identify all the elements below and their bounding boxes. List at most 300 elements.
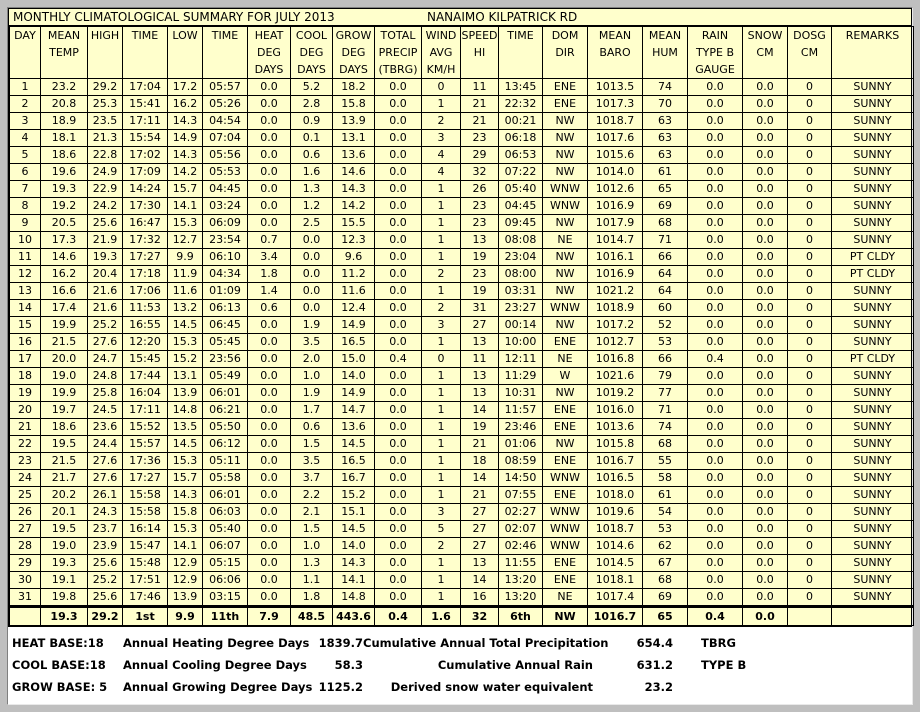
- cell-wind-speed-hi: 13: [461, 385, 499, 402]
- cell-cool-deg-days: 48.5: [291, 607, 333, 626]
- cell-high-time: 17:04: [123, 79, 168, 96]
- cell-low-time: 07:04: [203, 130, 248, 147]
- cell-low: 14.8: [168, 402, 203, 419]
- cell-remarks: SUNNY: [832, 317, 914, 334]
- table-row: [10, 198, 914, 215]
- cell-dom-dir: W: [543, 368, 588, 385]
- footer-base-label: COOL BASE:18: [12, 658, 106, 672]
- table-row: [10, 521, 914, 538]
- cell-high: 23.6: [88, 419, 123, 436]
- cell-dom-dir: ENE: [543, 572, 588, 589]
- cell-grow-deg-days: 13.9: [333, 113, 375, 130]
- footer-row: [8, 676, 808, 698]
- cell-day: 24: [10, 470, 41, 487]
- cell-low: 15.8: [168, 504, 203, 521]
- cell-snow-cm: 0.0: [743, 538, 788, 555]
- cell-grow-deg-days: 15.1: [333, 504, 375, 521]
- report-title: MONTHLY CLIMATOLOGICAL SUMMARY FOR JULY 2013: [13, 10, 335, 24]
- cell-mean-temp: 19.5: [41, 521, 88, 538]
- cell-heat-deg-days: 0.0: [248, 589, 291, 607]
- cell-dom-dir: NW: [543, 147, 588, 164]
- cell-rain-type-b: 0.0: [688, 504, 743, 521]
- cell-wind-speed-hi: 19: [461, 249, 499, 266]
- cell-low-time: 01:09: [203, 283, 248, 300]
- cell-remarks: SUNNY: [832, 402, 914, 419]
- cell-grow-deg-days: 11.6: [333, 283, 375, 300]
- cell-total-precip: 0.0: [375, 504, 422, 521]
- cell-heat-deg-days: 1.8: [248, 266, 291, 283]
- cell-high-time: 15:58: [123, 487, 168, 504]
- cell-low-time: 06:21: [203, 402, 248, 419]
- cell-mean-hum: 63: [643, 113, 688, 130]
- cell-grow-deg-days: 14.7: [333, 402, 375, 419]
- cell-day: 20: [10, 402, 41, 419]
- cell-dosg-cm: 0: [788, 487, 832, 504]
- cell-dom-dir: ENE: [543, 402, 588, 419]
- cell-dom-dir: WNW: [543, 521, 588, 538]
- cell-day: 18: [10, 368, 41, 385]
- cell-snow-cm: 0.0: [743, 266, 788, 283]
- cell-wind-avg: 1: [422, 487, 461, 504]
- cell-mean-hum: 53: [643, 334, 688, 351]
- cell-heat-deg-days: 3.4: [248, 249, 291, 266]
- cell-mean-baro: 1014.6: [588, 538, 643, 555]
- cell-grow-deg-days: 14.1: [333, 572, 375, 589]
- cell-total-precip: 0.0: [375, 368, 422, 385]
- cell-cool-deg-days: 0.0: [291, 249, 333, 266]
- cell-high-time: 15:58: [123, 504, 168, 521]
- cell-cool-deg-days: 1.0: [291, 538, 333, 555]
- table-row: [10, 317, 914, 334]
- cell-mean-temp: 16.2: [41, 266, 88, 283]
- cell-dom-dir: ENE: [543, 419, 588, 436]
- cell-mean-temp: 20.1: [41, 504, 88, 521]
- cell-wind-avg: 2: [422, 538, 461, 555]
- cell-wind-time: 13:20: [499, 572, 543, 589]
- cell-rain-type-b: 0.0: [688, 521, 743, 538]
- cell-cool-deg-days: 1.9: [291, 385, 333, 402]
- cell-snow-cm: 0.0: [743, 181, 788, 198]
- cell-snow-cm: 0.0: [743, 96, 788, 113]
- cell-low: 12.7: [168, 232, 203, 249]
- cell-day: 27: [10, 521, 41, 538]
- cell-wind-avg: 1.6: [422, 607, 461, 626]
- cell-wind-speed-hi: 27: [461, 538, 499, 555]
- cell-mean-temp: 14.6: [41, 249, 88, 266]
- cell-heat-deg-days: 0.0: [248, 385, 291, 402]
- cell-rain-type-b: 0.0: [688, 181, 743, 198]
- cell-wind-speed-hi: 19: [461, 419, 499, 436]
- cell-heat-deg-days: 0.0: [248, 487, 291, 504]
- cell-mean-hum: 68: [643, 572, 688, 589]
- cell-snow-cm: 0.0: [743, 504, 788, 521]
- cell-grow-deg-days: 16.7: [333, 470, 375, 487]
- table-row: [10, 385, 914, 402]
- cell-low-time: 03:24: [203, 198, 248, 215]
- cell-day: 2: [10, 96, 41, 113]
- cell-mean-temp: 18.6: [41, 147, 88, 164]
- cell-rain-type-b: 0.0: [688, 130, 743, 147]
- summary-row: [10, 607, 914, 626]
- cell-cool-deg-days: 2.5: [291, 215, 333, 232]
- cell-dom-dir: NW: [543, 607, 588, 626]
- cell-total-precip: 0.0: [375, 334, 422, 351]
- footer-cumulative-label: Cumulative Annual Rain: [437, 658, 593, 672]
- col-header-dom-dir: DOM DIR: [543, 27, 588, 79]
- cell-remarks: SUNNY: [832, 164, 914, 181]
- cell-snow-cm: 0.0: [743, 589, 788, 607]
- cell-cool-deg-days: 0.1: [291, 130, 333, 147]
- cell-wind-time: 03:31: [499, 283, 543, 300]
- cell-wind-avg: 1: [422, 555, 461, 572]
- cell-wind-time: 00:14: [499, 317, 543, 334]
- cell-wind-avg: 1: [422, 198, 461, 215]
- cell-wind-time: 11:55: [499, 555, 543, 572]
- cell-total-precip: 0.0: [375, 402, 422, 419]
- cell-mean-hum: 68: [643, 436, 688, 453]
- cell-high: 24.2: [88, 198, 123, 215]
- col-header-remarks: REMARKS: [832, 27, 914, 79]
- cell-dosg-cm: 0: [788, 198, 832, 215]
- cell-heat-deg-days: 0.0: [248, 317, 291, 334]
- cell-heat-deg-days: 0.0: [248, 181, 291, 198]
- cell-dosg-cm: [788, 607, 832, 626]
- cell-snow-cm: 0.0: [743, 334, 788, 351]
- col-header-grow-deg-days: GROW DEG DAYS: [333, 27, 375, 79]
- cell-low: 15.7: [168, 181, 203, 198]
- cell-wind-speed-hi: 27: [461, 521, 499, 538]
- cell-heat-deg-days: 0.0: [248, 96, 291, 113]
- cell-wind-speed-hi: 18: [461, 453, 499, 470]
- cell-low-time: 04:45: [203, 181, 248, 198]
- cell-remarks: SUNNY: [832, 334, 914, 351]
- cell-dosg-cm: 0: [788, 266, 832, 283]
- cell-day: 16: [10, 334, 41, 351]
- cell-total-precip: 0.0: [375, 436, 422, 453]
- cell-total-precip: 0.0: [375, 96, 422, 113]
- cell-cool-deg-days: 2.0: [291, 351, 333, 368]
- table-row: [10, 538, 914, 555]
- cell-dom-dir: NW: [543, 215, 588, 232]
- cell-mean-baro: 1018.0: [588, 487, 643, 504]
- cell-day: 26: [10, 504, 41, 521]
- cell-mean-baro: 1015.8: [588, 436, 643, 453]
- cell-cool-deg-days: 0.0: [291, 300, 333, 317]
- cell-day: 10: [10, 232, 41, 249]
- cell-dom-dir: NW: [543, 283, 588, 300]
- cell-rain-type-b: 0.0: [688, 487, 743, 504]
- cell-mean-temp: 21.5: [41, 334, 88, 351]
- cell-high-time: 17:44: [123, 368, 168, 385]
- table-row: [10, 368, 914, 385]
- cell-day: 15: [10, 317, 41, 334]
- cell-high: 24.7: [88, 351, 123, 368]
- cell-low-time: 06:07: [203, 538, 248, 555]
- cell-low-time: 06:45: [203, 317, 248, 334]
- cell-heat-deg-days: 0.0: [248, 572, 291, 589]
- cell-day: 23: [10, 453, 41, 470]
- cell-mean-hum: 64: [643, 266, 688, 283]
- cell-wind-time: 23:27: [499, 300, 543, 317]
- col-header-mean-hum: MEAN HUM: [643, 27, 688, 79]
- cell-wind-avg: 4: [422, 147, 461, 164]
- cell-day: 6: [10, 164, 41, 181]
- footer-cumulative-value: 23.2: [644, 680, 673, 694]
- cell-mean-baro: 1019.2: [588, 385, 643, 402]
- cell-snow-cm: 0.0: [743, 283, 788, 300]
- cell-cool-deg-days: 1.5: [291, 521, 333, 538]
- cell-high-time: 17:46: [123, 589, 168, 607]
- cell-mean-baro: 1016.9: [588, 266, 643, 283]
- cell-wind-time: 08:08: [499, 232, 543, 249]
- cell-wind-time: 06:53: [499, 147, 543, 164]
- cell-mean-baro: 1017.6: [588, 130, 643, 147]
- cell-rain-type-b: 0.0: [688, 96, 743, 113]
- cell-grow-deg-days: 16.5: [333, 334, 375, 351]
- cell-mean-temp: 21.7: [41, 470, 88, 487]
- cell-low: 16.2: [168, 96, 203, 113]
- cell-high: 19.3: [88, 249, 123, 266]
- cell-wind-time: 23:04: [499, 249, 543, 266]
- cell-mean-temp: 18.9: [41, 113, 88, 130]
- cell-day: 28: [10, 538, 41, 555]
- cell-heat-deg-days: 0.6: [248, 300, 291, 317]
- cell-wind-speed-hi: 27: [461, 317, 499, 334]
- cell-remarks: PT CLDY: [832, 249, 914, 266]
- footer-gauge-note: TYPE B: [701, 658, 747, 672]
- cell-dosg-cm: 0: [788, 317, 832, 334]
- cell-wind-speed-hi: 21: [461, 113, 499, 130]
- cell-mean-temp: 19.3: [41, 555, 88, 572]
- cell-remarks: [832, 607, 914, 626]
- cell-mean-temp: 19.3: [41, 181, 88, 198]
- cell-wind-time: 07:55: [499, 487, 543, 504]
- header-row: [10, 27, 914, 79]
- cell-remarks: SUNNY: [832, 79, 914, 96]
- cell-dom-dir: WNW: [543, 300, 588, 317]
- cell-rain-type-b: 0.0: [688, 368, 743, 385]
- cell-cool-deg-days: 1.6: [291, 164, 333, 181]
- cell-grow-deg-days: 9.6: [333, 249, 375, 266]
- cell-wind-avg: 0: [422, 79, 461, 96]
- cell-mean-temp: 19.5: [41, 436, 88, 453]
- cell-wind-speed-hi: 14: [461, 572, 499, 589]
- cell-mean-temp: 19.0: [41, 368, 88, 385]
- cell-mean-hum: 62: [643, 538, 688, 555]
- table-row: [10, 232, 914, 249]
- cell-remarks: SUNNY: [832, 385, 914, 402]
- cell-dosg-cm: 0: [788, 79, 832, 96]
- cell-dom-dir: NE: [543, 589, 588, 607]
- cell-mean-baro: 1016.7: [588, 607, 643, 626]
- cell-low: 17.2: [168, 79, 203, 96]
- cell-snow-cm: 0.0: [743, 368, 788, 385]
- cell-mean-baro: 1018.7: [588, 521, 643, 538]
- cell-mean-baro: 1012.6: [588, 181, 643, 198]
- cell-dom-dir: NW: [543, 249, 588, 266]
- report-window: [7, 7, 913, 705]
- cell-mean-hum: 58: [643, 470, 688, 487]
- cell-low-time: 06:06: [203, 572, 248, 589]
- cell-mean-baro: 1018.1: [588, 572, 643, 589]
- cell-total-precip: 0.0: [375, 147, 422, 164]
- cell-low-time: 06:10: [203, 249, 248, 266]
- cell-low: 12.9: [168, 572, 203, 589]
- footer-row: [8, 654, 808, 676]
- cell-heat-deg-days: 0.0: [248, 419, 291, 436]
- cell-total-precip: 0.0: [375, 521, 422, 538]
- cell-high: 25.8: [88, 385, 123, 402]
- cell-day: 5: [10, 147, 41, 164]
- cell-dosg-cm: 0: [788, 436, 832, 453]
- col-header-mean-temp: MEAN TEMP: [41, 27, 88, 79]
- cell-grow-deg-days: 14.9: [333, 385, 375, 402]
- cell-high-time: 15:54: [123, 130, 168, 147]
- table-row: [10, 572, 914, 589]
- cell-high: 27.6: [88, 470, 123, 487]
- cell-wind-speed-hi: 31: [461, 300, 499, 317]
- cell-high-time: 12:20: [123, 334, 168, 351]
- cell-remarks: PT CLDY: [832, 351, 914, 368]
- cell-cool-deg-days: 0.6: [291, 419, 333, 436]
- cell-dom-dir: NW: [543, 130, 588, 147]
- cell-low: 14.3: [168, 113, 203, 130]
- cell-high: 21.6: [88, 283, 123, 300]
- cell-high-time: 17:36: [123, 453, 168, 470]
- cell-high: 21.6: [88, 300, 123, 317]
- cell-mean-hum: 53: [643, 521, 688, 538]
- cell-mean-hum: 77: [643, 385, 688, 402]
- cell-grow-deg-days: 11.2: [333, 266, 375, 283]
- cell-low-time: 05:15: [203, 555, 248, 572]
- cell-snow-cm: 0.0: [743, 351, 788, 368]
- cell-remarks: SUNNY: [832, 215, 914, 232]
- cell-day: 29: [10, 555, 41, 572]
- cell-mean-temp: 18.1: [41, 130, 88, 147]
- cell-mean-hum: 71: [643, 232, 688, 249]
- cell-grow-deg-days: 13.1: [333, 130, 375, 147]
- table-row: [10, 300, 914, 317]
- cell-dom-dir: ENE: [543, 334, 588, 351]
- cell-high: 24.3: [88, 504, 123, 521]
- cell-rain-type-b: 0.0: [688, 555, 743, 572]
- cell-heat-deg-days: 0.0: [248, 538, 291, 555]
- cell-mean-hum: 71: [643, 402, 688, 419]
- cell-dosg-cm: 0: [788, 215, 832, 232]
- table-row: [10, 130, 914, 147]
- cell-rain-type-b: 0.0: [688, 470, 743, 487]
- cell-mean-baro: 1016.8: [588, 351, 643, 368]
- cell-snow-cm: 0.0: [743, 487, 788, 504]
- cell-low-time: 05:40: [203, 521, 248, 538]
- cell-remarks: SUNNY: [832, 283, 914, 300]
- cell-total-precip: 0.0: [375, 164, 422, 181]
- col-header-low: LOW: [168, 27, 203, 79]
- cell-dosg-cm: 0: [788, 470, 832, 487]
- cell-mean-hum: 54: [643, 504, 688, 521]
- cell-total-precip: 0.0: [375, 300, 422, 317]
- table-row: [10, 249, 914, 266]
- cell-day: 7: [10, 181, 41, 198]
- cell-rain-type-b: 0.0: [688, 147, 743, 164]
- cell-high: 22.8: [88, 147, 123, 164]
- cell-cool-deg-days: 0.9: [291, 113, 333, 130]
- cell-high: 27.6: [88, 334, 123, 351]
- cell-cool-deg-days: 1.8: [291, 589, 333, 607]
- cell-grow-deg-days: 14.6: [333, 164, 375, 181]
- cell-mean-temp: 18.6: [41, 419, 88, 436]
- cell-snow-cm: 0.0: [743, 402, 788, 419]
- cell-wind-avg: 4: [422, 164, 461, 181]
- cell-total-precip: 0.0: [375, 453, 422, 470]
- cell-snow-cm: 0.0: [743, 113, 788, 130]
- cell-rain-type-b: 0.4: [688, 607, 743, 626]
- cell-heat-deg-days: 0.0: [248, 198, 291, 215]
- cell-remarks: SUNNY: [832, 572, 914, 589]
- cell-heat-deg-days: 0.0: [248, 470, 291, 487]
- cell-wind-time: 14:50: [499, 470, 543, 487]
- cell-dosg-cm: 0: [788, 419, 832, 436]
- cell-wind-time: 07:22: [499, 164, 543, 181]
- cell-mean-hum: 66: [643, 351, 688, 368]
- cell-remarks: SUNNY: [832, 130, 914, 147]
- cell-grow-deg-days: 14.5: [333, 436, 375, 453]
- cell-mean-hum: 65: [643, 181, 688, 198]
- cell-dosg-cm: 0: [788, 453, 832, 470]
- cell-low: 11.9: [168, 266, 203, 283]
- cell-remarks: SUNNY: [832, 368, 914, 385]
- footer-annual-label: Annual Growing Degree Days: [123, 680, 313, 694]
- cell-remarks: SUNNY: [832, 147, 914, 164]
- cell-wind-speed-hi: 32: [461, 164, 499, 181]
- cell-heat-deg-days: 0.0: [248, 368, 291, 385]
- cell-wind-speed-hi: 29: [461, 147, 499, 164]
- cell-low-time: 11th: [203, 607, 248, 626]
- cell-remarks: SUNNY: [832, 521, 914, 538]
- cell-dom-dir: ENE: [543, 96, 588, 113]
- cell-total-precip: 0.0: [375, 572, 422, 589]
- cell-dom-dir: NW: [543, 266, 588, 283]
- cell-mean-hum: 69: [643, 589, 688, 607]
- cell-wind-avg: 1: [422, 215, 461, 232]
- cell-low: 13.9: [168, 385, 203, 402]
- cell-mean-temp: 16.6: [41, 283, 88, 300]
- cell-dosg-cm: 0: [788, 402, 832, 419]
- table-row: [10, 96, 914, 113]
- cell-rain-type-b: 0.0: [688, 589, 743, 607]
- cell-dosg-cm: 0: [788, 300, 832, 317]
- cell-heat-deg-days: 0.0: [248, 334, 291, 351]
- cell-mean-hum: 64: [643, 283, 688, 300]
- col-header-dosg-cm: DOSG CM: [788, 27, 832, 79]
- cell-wind-avg: 0: [422, 351, 461, 368]
- cell-snow-cm: 0.0: [743, 521, 788, 538]
- cell-dom-dir: NE: [543, 351, 588, 368]
- cell-heat-deg-days: 0.0: [248, 113, 291, 130]
- footer-annual-value: 58.3: [334, 658, 363, 672]
- cell-high-time: 17:32: [123, 232, 168, 249]
- cell-cool-deg-days: 3.7: [291, 470, 333, 487]
- cell-mean-temp: 19.1: [41, 572, 88, 589]
- cell-low-time: 05:45: [203, 334, 248, 351]
- cell-mean-hum: 68: [643, 215, 688, 232]
- cell-dosg-cm: 0: [788, 249, 832, 266]
- cell-day: 22: [10, 436, 41, 453]
- cell-high-time: 17:27: [123, 470, 168, 487]
- cell-mean-baro: 1017.9: [588, 215, 643, 232]
- cell-grow-deg-days: 12.4: [333, 300, 375, 317]
- cell-rain-type-b: 0.4: [688, 351, 743, 368]
